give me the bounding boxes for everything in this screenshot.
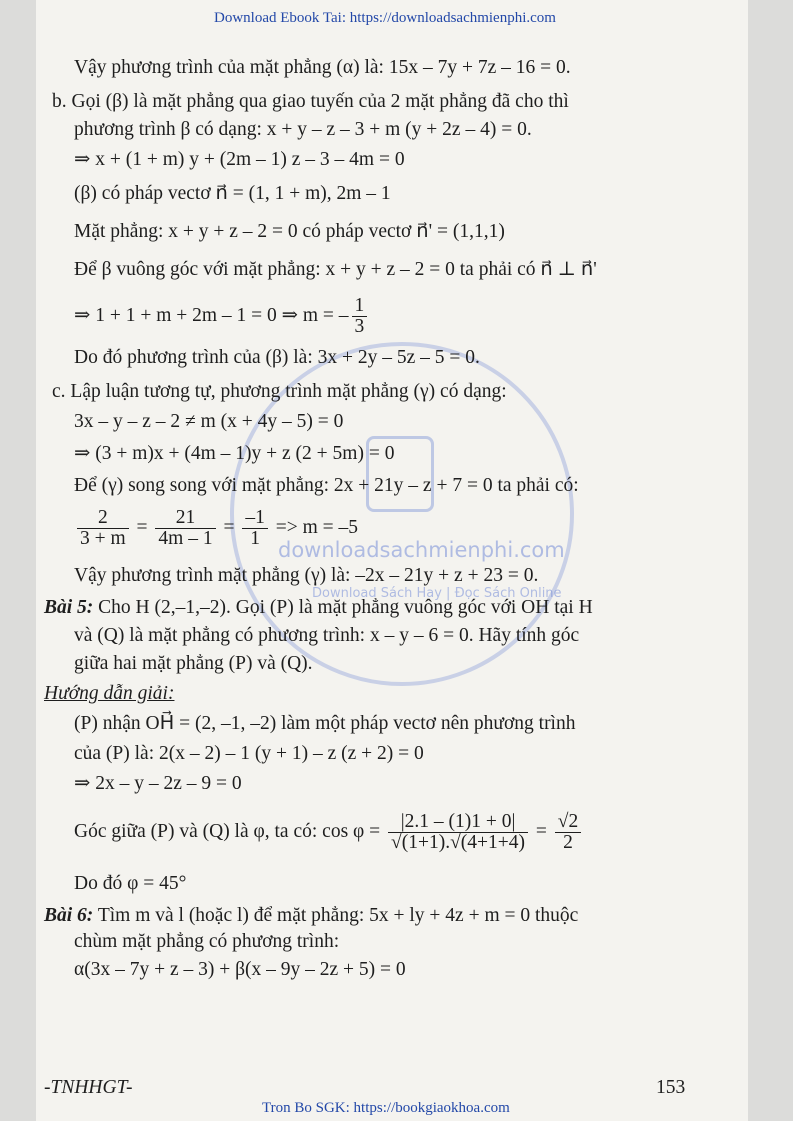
text-line: của (P) là: 2(x – 2) – 1 (y + 1) – z (z + 2) = 0: [74, 743, 424, 764]
text-line: Để (γ) song song với mặt phẳng: 2x + 21y – z + 7 = 0 ta phải có:: [74, 475, 579, 496]
text-line: ⇒ 2x – y – 2z – 9 = 0: [74, 773, 242, 794]
fraction-denominator: √(1+1).√(4+1+4): [391, 832, 526, 854]
text-line: (P) nhận OH⃗ = (2, –1, –2) làm một pháp vectơ nên phương trình: [74, 713, 576, 734]
exercise-text: Tìm m và l (hoặc l) để mặt phẳng: 5x + ly + 4z + m = 0 thuộc: [97, 905, 579, 926]
fraction-denominator: 2: [563, 832, 573, 854]
text-line: phương trình β có dạng: x + y – z – 3 + m (y + 2z – 4) = 0.: [74, 119, 532, 140]
fraction-denominator: 3: [354, 316, 365, 338]
watermark-site: downloadsachmienphi.com: [278, 538, 565, 562]
cosine-formula: [74, 806, 584, 858]
fraction-denominator: 3 + m: [80, 528, 126, 550]
exercise-6: [44, 904, 578, 928]
text-line: và (Q) là mặt phẳng có phương trình: x – y – 6 = 0. Hãy tính góc: [74, 625, 580, 646]
text-line: c. Lập luận tương tự, phương trình mặt phẳng (γ) có dạng:: [52, 381, 507, 402]
proportion-line: [74, 504, 358, 552]
text-line: chùm mặt phẳng có phương trình:: [74, 931, 340, 952]
exercise-label: Bài 6:: [44, 905, 94, 926]
text-line: Do đó phương trình của (β) là: 3x + 2y – 5z – 5 = 0.: [74, 347, 480, 368]
footer-link[interactable]: Tron Bo SGK: https://bookgiaokhoa.com: [262, 1100, 510, 1116]
fraction-numerator: |2.1 – (1)1 + 0|: [388, 812, 528, 833]
text-line: 3x – y – z – 2 ≠ m (x + 4y – 5) = 0: [74, 411, 344, 432]
fraction-numerator: 2: [77, 508, 129, 529]
text-line: giữa hai mặt phẳng (P) và (Q).: [74, 653, 313, 674]
solution-heading: Hướng dẫn giải:: [44, 683, 175, 704]
text-line: ⇒ (3 + m)x + (4m – 1)y + z (2 + 5m) = 0: [74, 443, 395, 464]
text-line: Do đó φ = 45°: [74, 873, 187, 894]
equals-sign: =: [535, 821, 547, 842]
fraction: [77, 508, 129, 549]
equation-text: Góc giữa (P) và (Q) là φ, ta có: cos φ =: [74, 821, 381, 842]
header-download-link[interactable]: Download Ebook Tai: https://downloadsachmienphi.com: [214, 10, 556, 26]
equals-sign: =: [136, 517, 148, 538]
exercise-5: [44, 596, 593, 620]
text-line: Vậy phương trình của mặt phẳng (α) là: 15x – 7y + 7z – 16 = 0.: [74, 57, 571, 78]
fraction-denominator: 1: [250, 528, 260, 550]
page-number: 153: [656, 1077, 686, 1098]
fraction: [155, 508, 215, 549]
fraction-numerator: 1: [352, 296, 368, 317]
fraction-denominator: 4m – 1: [158, 528, 213, 550]
fraction: [555, 812, 581, 853]
footer-publisher: -TNHHGT-: [44, 1077, 133, 1098]
exercise-label: Bài 5:: [44, 597, 94, 618]
watermark-tagline: Download Sách Hay | Đọc Sách Online: [312, 586, 562, 601]
fraction-numerator: √2: [555, 812, 581, 833]
text-line: b. Gọi (β) là mặt phẳng qua giao tuyến của 2 mặt phẳng đã cho thì: [52, 91, 569, 112]
fraction-numerator: –1: [242, 508, 268, 529]
equation-text: ⇒ 1 + 1 + m + 2m – 1 = 0 ⇒ m = –: [74, 305, 349, 326]
fraction: [352, 296, 368, 337]
exercise-text: Cho H (2,–1,–2). Gọi (P) là mặt phẳng vuông góc với OH tại H: [98, 597, 593, 618]
equals-sign: =: [223, 517, 235, 538]
fraction: [388, 812, 528, 853]
text-line: (β) có pháp vectơ n⃗ = (1, 1 + m), 2m – 1: [74, 183, 391, 204]
equation-text: => m = –5: [275, 517, 359, 538]
text-line: Vậy phương trình mặt phẳng (γ) là: –2x – 21y + z + 23 = 0.: [74, 565, 539, 586]
text-line: Mặt phẳng: x + y + z – 2 = 0 có pháp vectơ n⃗' = (1,1,1): [74, 221, 505, 242]
text-line: α(3x – 7y + z – 3) + β(x – 9y – 2z + 5) = 0: [74, 959, 406, 980]
equation-line: [74, 292, 370, 340]
text-line: ⇒ x + (1 + m) y + (2m – 1) z – 3 – 4m = 0: [74, 149, 405, 170]
fraction: [242, 508, 268, 549]
fraction-numerator: 21: [155, 508, 215, 529]
text-line: Để β vuông góc với mặt phẳng: x + y + z – 2 = 0 ta phải có n⃗ ⊥ n⃗': [74, 259, 597, 280]
